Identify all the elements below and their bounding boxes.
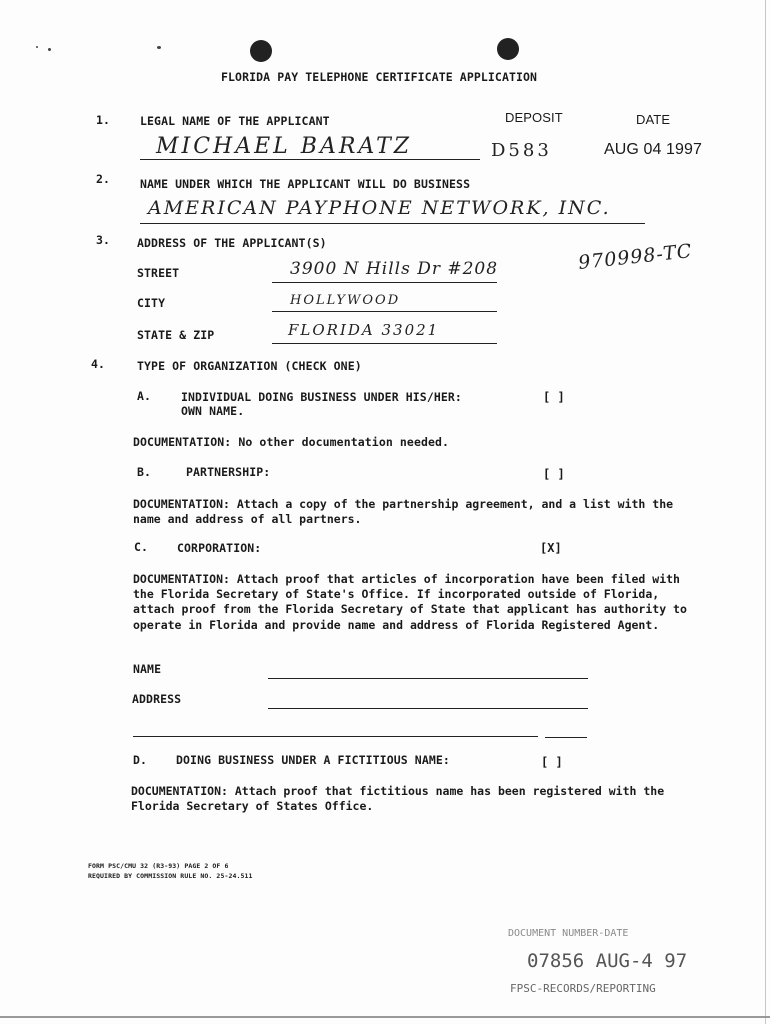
punch-hole-right xyxy=(497,38,519,60)
agent-name-line xyxy=(268,678,588,679)
option-a-label: INDIVIDUAL DOING BUSINESS UNDER HIS/HER: xyxy=(181,390,462,404)
city-underline xyxy=(272,311,497,312)
page-edge-right xyxy=(765,0,766,1024)
street-value: 3900 N Hills Dr #208 xyxy=(290,259,499,279)
agent-address-line-2 xyxy=(133,736,538,737)
business-name: AMERICAN PAYPHONE NETWORK, INC. xyxy=(148,197,611,219)
option-d-documentation: DOCUMENTATION: Attach proof that fictitious name has been registered with the Florida Secretary of States Office. xyxy=(131,784,665,813)
agent-name-label: NAME xyxy=(133,662,162,676)
option-d-letter: D. xyxy=(133,753,148,767)
docket-note: 970998-TC xyxy=(577,240,694,274)
state-zip-underline xyxy=(272,343,497,344)
state-zip-label: STATE & ZIP xyxy=(137,328,215,342)
scan-speck xyxy=(157,46,161,49)
form-number: FORM PSC/CMU 32 (R3-93) PAGE 2 OF 6 xyxy=(88,862,229,870)
form-rule-reference: REQUIRED BY COMMISSION RULE NO. 25-24.511 xyxy=(88,872,253,880)
state-zip-value: FLORIDA 33021 xyxy=(288,321,440,339)
document-stamp-office: FPSC-RECORDS/REPORTING xyxy=(510,982,656,995)
document-stamp-header: DOCUMENT NUMBER-DATE xyxy=(508,928,629,939)
section-2-label: NAME UNDER WHICH THE APPLICANT WILL DO BUSINESS xyxy=(140,177,471,191)
punch-hole-left xyxy=(250,40,272,62)
date-label: DATE xyxy=(636,112,671,127)
option-c-checkbox-checked[interactable]: [X] xyxy=(540,541,562,555)
option-b-letter: B. xyxy=(137,465,152,479)
agent-address-label: ADDRESS xyxy=(132,692,182,706)
agent-address-line xyxy=(268,708,588,709)
deposit-number: D583 xyxy=(491,140,552,161)
option-b-label: PARTNERSHIP: xyxy=(186,465,271,479)
deposit-label: DEPOSIT xyxy=(505,110,563,125)
option-a-checkbox[interactable]: [ ] xyxy=(543,390,565,404)
date-stamp-value: AUG 04 1997 xyxy=(604,141,703,158)
option-a-label-line2: OWN NAME. xyxy=(181,404,245,418)
option-c-documentation: DOCUMENTATION: Attach proof that articles of incorporation have been filed with the Florida Secretary of State's Office. If incorporated outside of Florida, attach proof from the Florida Secretary of State that applicant has authority to operate in Florida and provide name and address of Florida Registered Agent. xyxy=(133,572,687,632)
business-name-underline xyxy=(140,223,645,224)
option-c-label: CORPORATION: xyxy=(177,541,262,555)
section-1-number: 1. xyxy=(96,113,111,127)
option-b-documentation: DOCUMENTATION: Attach a copy of the partnership agreement, and a list with the name and address of all partners. xyxy=(133,497,674,526)
section-1-label: LEGAL NAME OF THE APPLICANT xyxy=(140,114,330,128)
city-value: HOLLYWOOD xyxy=(290,293,401,308)
scan-speck xyxy=(48,48,51,51)
option-a-documentation: DOCUMENTATION: No other documentation needed. xyxy=(133,435,450,449)
option-a-letter: A. xyxy=(137,389,152,403)
option-d-label: DOING BUSINESS UNDER A FICTITIOUS NAME: xyxy=(176,753,450,767)
scan-speck xyxy=(36,46,38,48)
agent-address-line-3 xyxy=(545,737,587,738)
page-edge-bottom xyxy=(0,1016,770,1018)
section-3-label: ADDRESS OF THE APPLICANT(S) xyxy=(137,236,327,250)
option-c-letter: C. xyxy=(134,540,149,554)
legal-name-underline xyxy=(140,159,480,160)
form-title: FLORIDA PAY TELEPHONE CERTIFICATE APPLICATION xyxy=(221,70,538,84)
applicant-legal-name: MICHAEL BARATZ xyxy=(156,134,413,159)
section-2-number: 2. xyxy=(96,172,111,186)
street-underline xyxy=(272,282,497,283)
section-4-label: TYPE OF ORGANIZATION (CHECK ONE) xyxy=(137,359,362,373)
option-b-checkbox[interactable]: [ ] xyxy=(543,467,565,481)
city-label: CITY xyxy=(137,296,166,310)
section-3-number: 3. xyxy=(96,233,111,247)
section-4-number: 4. xyxy=(91,357,106,371)
option-d-checkbox[interactable]: [ ] xyxy=(541,755,563,769)
document-stamp-number: 07856 AUG-4 97 xyxy=(527,950,688,972)
street-label: STREET xyxy=(137,266,180,280)
